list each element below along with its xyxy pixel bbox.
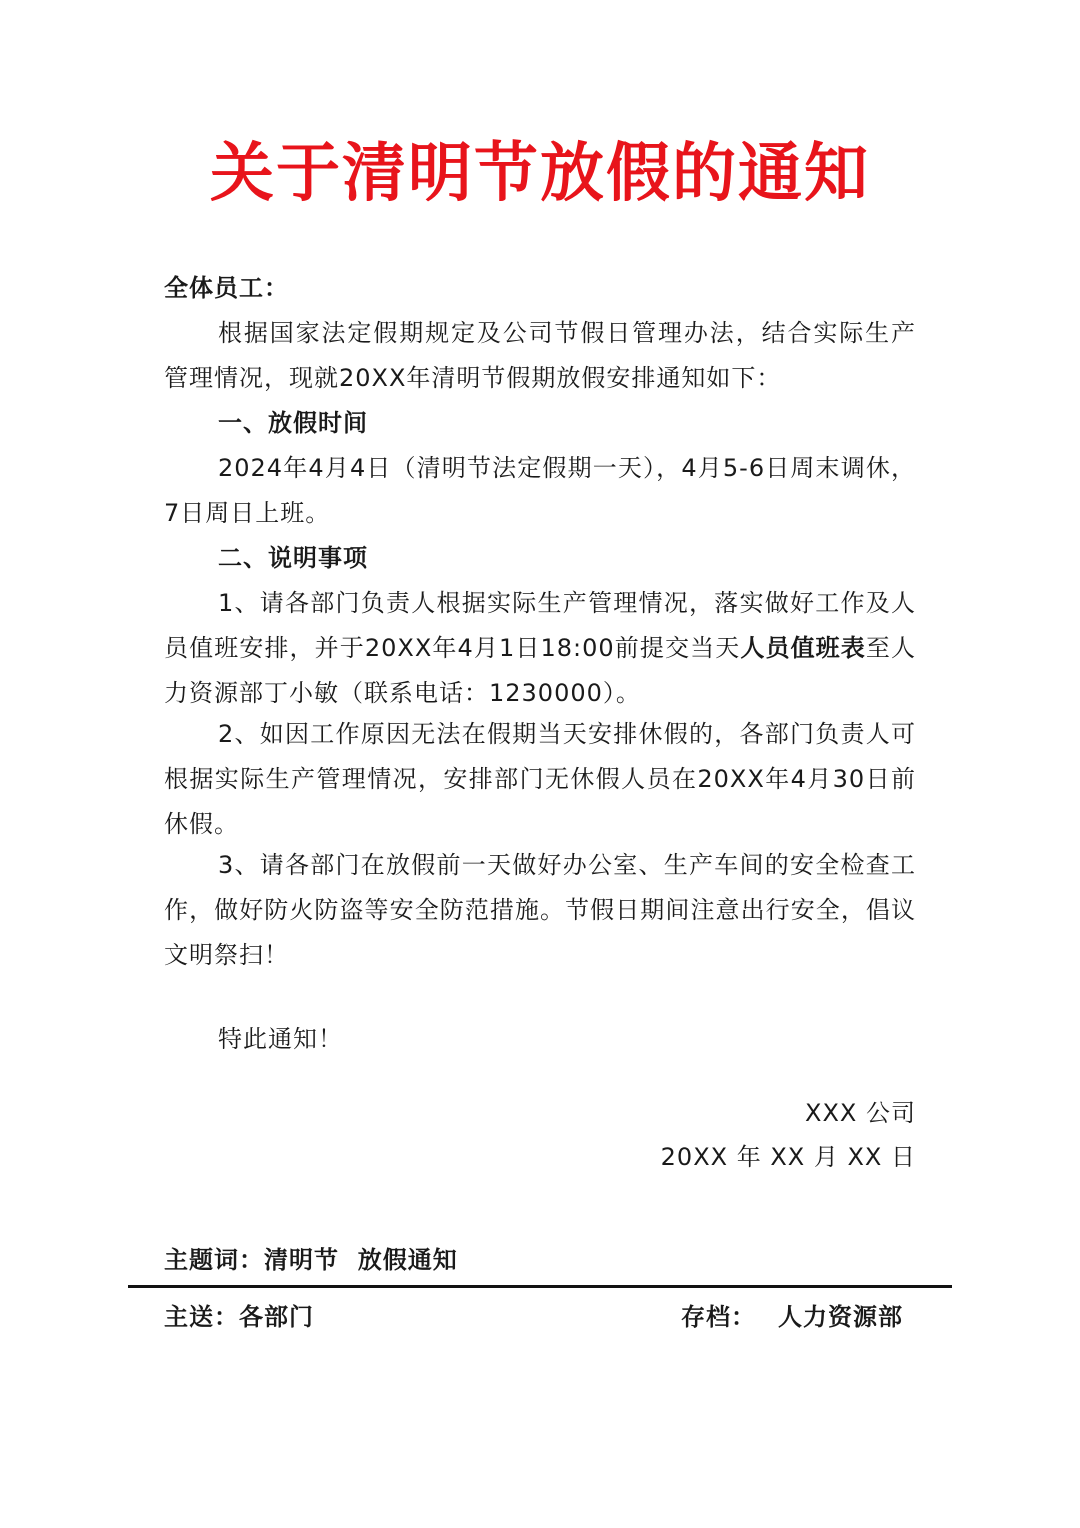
note-item-3: 3、请各部门在放假前一天做好办公室、生产车间的安全检查工作，做好防火防盗等安全防范措施。节假日期间注意出行安全，倡议文明祭扫！: [164, 851, 916, 969]
closing-line: 特此通知！: [218, 1025, 343, 1053]
note-item-1-emphasis: 人员值班表: [740, 634, 866, 662]
send-to-value: 各部门: [239, 1303, 314, 1331]
keywords-value: 清明节 放假通知: [264, 1246, 458, 1274]
archive-line: [681, 1297, 903, 1337]
section-time-text: 2024年4月4日（清明节法定假期一天），4月5-6日周末调休，7日周日上班。: [164, 454, 916, 527]
footer-divider: [128, 1285, 952, 1288]
intro-paragraph: 根据国家法定假期规定及公司节假日管理办法，结合实际生产管理情况，现就20XX年清明节假期放假安排通知如下：: [164, 319, 916, 392]
archive-label: 存档：: [681, 1303, 756, 1331]
keywords-label: 主题词：: [164, 1246, 264, 1274]
note-item-1-text: 1、请各部门负责人根据实际生产管理情况，落实做好工作及人员值班安排，并于20XX年4月1日18:00前提交当天: [164, 589, 916, 662]
signature-company: XXX 公司: [805, 1099, 916, 1127]
note-item-1: [164, 581, 916, 716]
section-heading-time: 一、放假时间: [218, 409, 368, 437]
section-heading-notes: 二、说明事项: [218, 544, 368, 572]
signature-date: 20XX 年 XX 月 XX 日: [660, 1143, 916, 1171]
archive-value: 人力资源部: [778, 1303, 903, 1331]
note-item-1-tail: 至人力资源部丁小敏（联系电话：1230000）。: [164, 634, 917, 707]
note-item-2: 2、如因工作原因无法在假期当天安排休假的，各部门负责人可根据实际生产管理情况，安排部门无休假人员在20XX年4月30日前休假。: [164, 720, 916, 838]
send-to-label: 主送：: [164, 1303, 239, 1331]
salutation: 全体员工：: [164, 274, 289, 302]
document-title: 关于清明节放假的通知: [210, 137, 870, 211]
send-to-line: [164, 1297, 314, 1337]
keywords-line: [164, 1240, 458, 1280]
